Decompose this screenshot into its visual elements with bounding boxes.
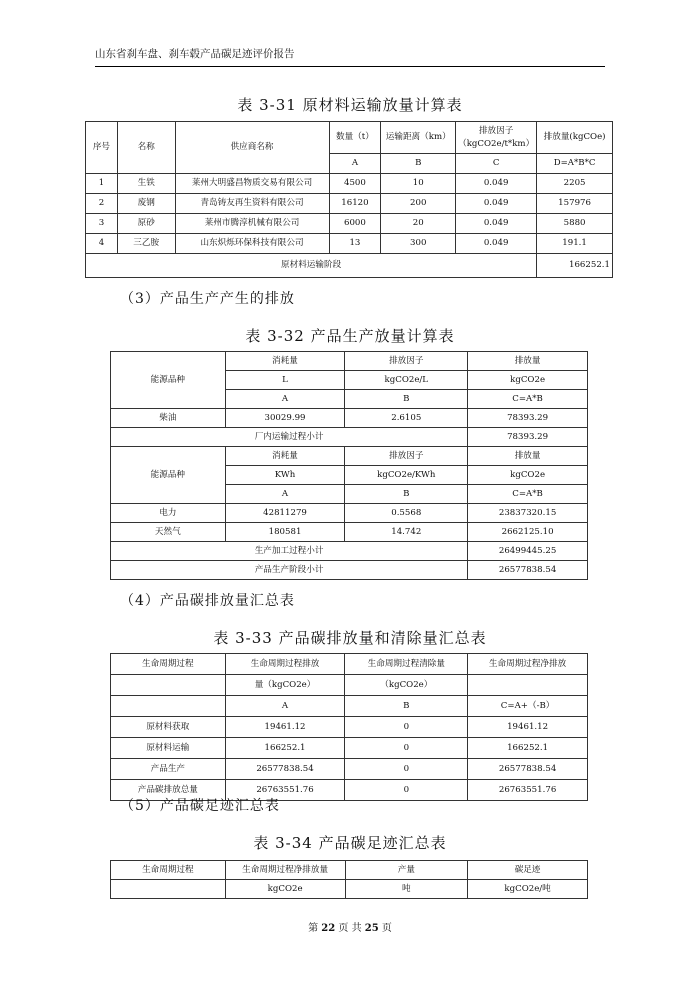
table-3-31 <box>85 121 613 278</box>
col-a: A <box>329 154 381 174</box>
table-row: 1 生铁 莱州大明盛昌物质交易有限公司 4500 10 0.049 2205 <box>86 174 613 194</box>
table-row: 2 废钢 青岛铸友再生资料有限公司 16120 200 0.049 157976 <box>86 194 613 214</box>
table-row: 原材料运输 166252.1 0 166252.1 <box>111 738 588 759</box>
col-b: B <box>381 154 456 174</box>
col-dist: 运输距离（km） <box>381 122 456 154</box>
table-3-33-title: 表 3-33 产品碳排放量和清除量汇总表 <box>213 629 487 647</box>
table-3-32-title: 表 3-32 产品生产放量计算表 <box>245 327 455 345</box>
col-name: 名称 <box>117 122 175 174</box>
col-c: C <box>456 154 537 174</box>
table-3-34-title: 表 3-34 产品碳足迹汇总表 <box>253 834 447 852</box>
col-supplier: 供应商名称 <box>175 122 329 174</box>
header-rule <box>95 66 605 67</box>
table-row: 天然气 180581 14.742 2662125.10 <box>111 523 588 542</box>
section-5-heading: （5）产品碳足迹汇总表 <box>120 798 280 814</box>
page-footer: 第 22 页 共 25 页 <box>308 923 392 934</box>
table-3-31-title: 表 3-31 原材料运输放量计算表 <box>237 96 463 114</box>
table-row: 柴油 30029.99 2.6105 78393.29 <box>111 409 588 428</box>
table-3-33: 生命周期过程 生命周期过程排放 生命周期过程清除量 生命周期过程净排放 量（kgCO2e） （kgCO2e） A B C=A+（-B） 原材料获取 19461.12 0 19461.12 原材料运输 166252.1 0 166252.1 产品生产 26577838.54 0 26577838.54 产品碳排放总量 26763551.76 0 26763551.76 <box>110 653 588 801</box>
table-row: 原材料获取 19461.12 0 19461.12 <box>111 717 588 738</box>
table-row: 产品碳排放总量 26763551.76 0 26763551.76 <box>111 780 588 801</box>
subtotal-row: 产品生产阶段小计 26577838.54 <box>111 561 588 580</box>
report-header: 山东省刹车盘、刹车毂产品碳足迹评价报告 <box>95 48 295 60</box>
table-row: 产品生产 26577838.54 0 26577838.54 <box>111 759 588 780</box>
section-3-heading: （3）产品生产产生的排放 <box>120 291 295 307</box>
col-d: D=A*B*C <box>537 154 613 174</box>
table-row: 3 原砂 莱州市腾淳机械有限公司 6000 20 0.049 5880 <box>86 214 613 234</box>
table-3-32: 能源品种 消耗量 排放因子 排放量 L kgCO2e/L kgCO2e A B C=A*B 柴油 30029.99 2.6105 78393.29 厂内运输过程小计 78393.29 能源品种 消耗量 排放因子 排放量 KWh kgCO2e/KWh kgCO2e A B C=A*B 电力 42811279 0.5568 23837320.15 天然气 180581 14.742 2662125.10 生产加工过程小计 26499445.25 产品生产阶段小计 26577838.54 <box>110 351 588 580</box>
section-4-heading: （4）产品碳排放量汇总表 <box>120 593 295 609</box>
subtotal-row: 厂内运输过程小计 78393.29 <box>111 428 588 447</box>
table-row: 4 三乙胺 山东炽烁环保科技有限公司 13 300 0.049 191.1 <box>86 234 613 254</box>
col-factor: 排放因子 （kgCO2e/t*km） <box>456 122 537 154</box>
col-qty: 数量（t） <box>329 122 381 154</box>
col-no: 序号 <box>86 122 118 174</box>
subtotal-row: 生产加工过程小计 26499445.25 <box>111 542 588 561</box>
total-row: 原材料运输阶段 166252.1 <box>86 254 613 278</box>
col-emis: 排放量(kgCOe) <box>537 122 613 154</box>
table-3-34: 生命周期过程 生命周期过程净排放量 产量 碳足迹 kgCO2e 吨 kgCO2e/吨 <box>110 860 588 899</box>
table-row: 电力 42811279 0.5568 23837320.15 <box>111 504 588 523</box>
